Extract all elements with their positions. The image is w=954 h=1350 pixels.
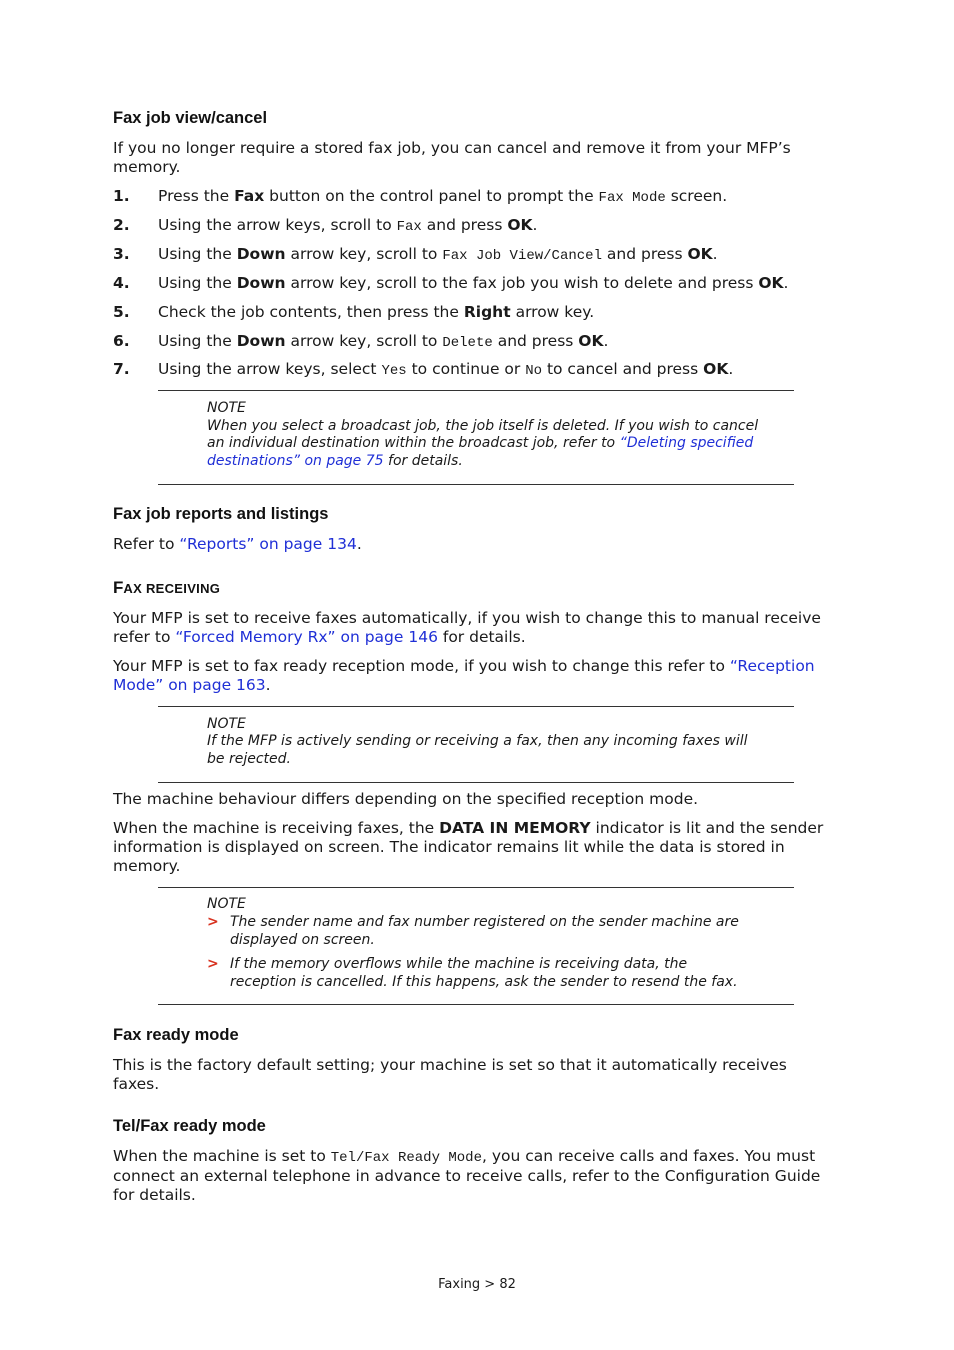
behaviour-paragraph: The machine behaviour differs depending on the specified reception mode. [113, 790, 699, 808]
bullet-arrow-icon: > [207, 914, 219, 930]
tel-fax-paragraph: for details. [113, 1186, 196, 1204]
reception-mode-paragraph: Your MFP is set to fax ready reception mode, if you wish to change this refer to “Reception [113, 657, 815, 675]
section-heading-tel-fax-ready-mode: Tel/Fax ready mode [113, 1117, 266, 1135]
note-divider [158, 706, 794, 707]
note-label: NOTE [207, 896, 246, 912]
page-footer: Faxing > 82 [438, 1277, 516, 1292]
fax-ready-paragraph: faxes. [113, 1075, 160, 1093]
receiving-paragraph: refer to “Forced Memory Rx” on page 146 for details. [113, 628, 526, 646]
tel-fax-paragraph: When the machine is set to Tel/Fax Ready Mode, you can receive calls and faxes. You must [113, 1147, 816, 1166]
data-in-memory-paragraph: information is displayed on screen. The indicator remains lit while the data is stored in [113, 838, 785, 856]
note-text: If the MFP is actively sending or receiving a fax, then any incoming faxes will [207, 733, 748, 749]
step-2-text: Using the arrow keys, scroll to Fax and press OK. [158, 216, 538, 235]
step-7-text: Using the arrow keys, select Yes to continue or No to cancel and press OK. [158, 360, 734, 379]
data-in-memory-paragraph: When the machine is receiving faxes, the DATA IN MEMORY indicator is lit and the sender [113, 819, 824, 837]
reception-mode-paragraph: Mode” on page 163. [113, 676, 271, 694]
link-deleting-specified-destinations[interactable]: destinations” on page 75 [207, 453, 384, 469]
step-number: 6. [113, 332, 130, 350]
section-heading-fax-job-reports: Fax job reports and listings [113, 505, 329, 523]
step-number: 3. [113, 245, 130, 263]
note-divider [158, 484, 794, 485]
link-reception-mode[interactable]: Mode” on page 163 [113, 676, 266, 694]
data-in-memory-indicator: DATA IN MEMORY [439, 819, 591, 837]
step-number: 2. [113, 216, 130, 234]
note-bullet-text: If the memory overflows while the machine is receiving data, the [230, 956, 688, 972]
step-5-text: Check the job contents, then press the Right arrow key. [158, 303, 595, 321]
note-text: an individual destination within the broadcast job, refer to “Deleting specified [207, 435, 754, 451]
step-1-text: Press the Fax button on the control panel to prompt the Fax Mode screen. [158, 187, 728, 206]
section-heading-fax-job-view-cancel: Fax job view/cancel [113, 109, 268, 127]
note-label: NOTE [207, 716, 246, 732]
link-reports[interactable]: “Reports” on page 134 [179, 535, 357, 553]
note-divider [158, 887, 794, 888]
section-heading-fax-ready-mode: Fax ready mode [113, 1026, 239, 1044]
step-4-text: Using the Down arrow key, scroll to the fax job you wish to delete and press OK. [158, 274, 789, 292]
bullet-arrow-icon: > [207, 956, 219, 972]
step-number: 1. [113, 187, 130, 205]
note-divider [158, 782, 794, 783]
step-number: 4. [113, 274, 130, 292]
receiving-paragraph: Your MFP is set to receive faxes automatically, if you wish to change this to manual receive [113, 609, 821, 627]
reports-paragraph: Refer to “Reports” on page 134. [113, 535, 362, 553]
note-bullet-text: The sender name and fax number registered on the sender machine are [230, 914, 739, 930]
note-label: NOTE [207, 400, 246, 416]
note-text: When you select a broadcast job, the job itself is deleted. If you wish to cancel [207, 418, 759, 434]
note-bullet-text: reception is cancelled. If this happens, ask the sender to resend the fax. [230, 974, 738, 990]
note-divider [158, 390, 794, 391]
link-reception-mode[interactable]: “Reception [729, 657, 815, 675]
step-number: 5. [113, 303, 130, 321]
note-bullet-text: displayed on screen. [230, 932, 375, 948]
note-divider [158, 1004, 794, 1005]
step-3-text: Using the Down arrow key, scroll to Fax Job View/Cancel and press OK. [158, 245, 718, 264]
tel-fax-paragraph: connect an external telephone in advance to receive calls, refer to the Configuration Guide [113, 1167, 821, 1185]
fax-ready-paragraph: This is the factory default setting; your machine is set so that it automatically receives [113, 1056, 787, 1074]
step-number: 7. [113, 360, 130, 378]
intro-paragraph: If you no longer require a stored fax job, you can cancel and remove it from your MFP’s memory. [113, 139, 791, 176]
data-in-memory-paragraph: memory. [113, 857, 181, 875]
link-forced-memory-rx[interactable]: “Forced Memory Rx” on page 146 [175, 628, 438, 646]
section-heading-fax-receiving: FAX RECEIVING [113, 578, 221, 597]
link-deleting-specified-destinations[interactable]: “Deleting specified [619, 435, 754, 451]
note-text: be rejected. [207, 751, 291, 767]
step-6-text: Using the Down arrow key, scroll to Delete and press OK. [158, 332, 609, 351]
note-text: destinations” on page 75 for details. [207, 453, 463, 469]
